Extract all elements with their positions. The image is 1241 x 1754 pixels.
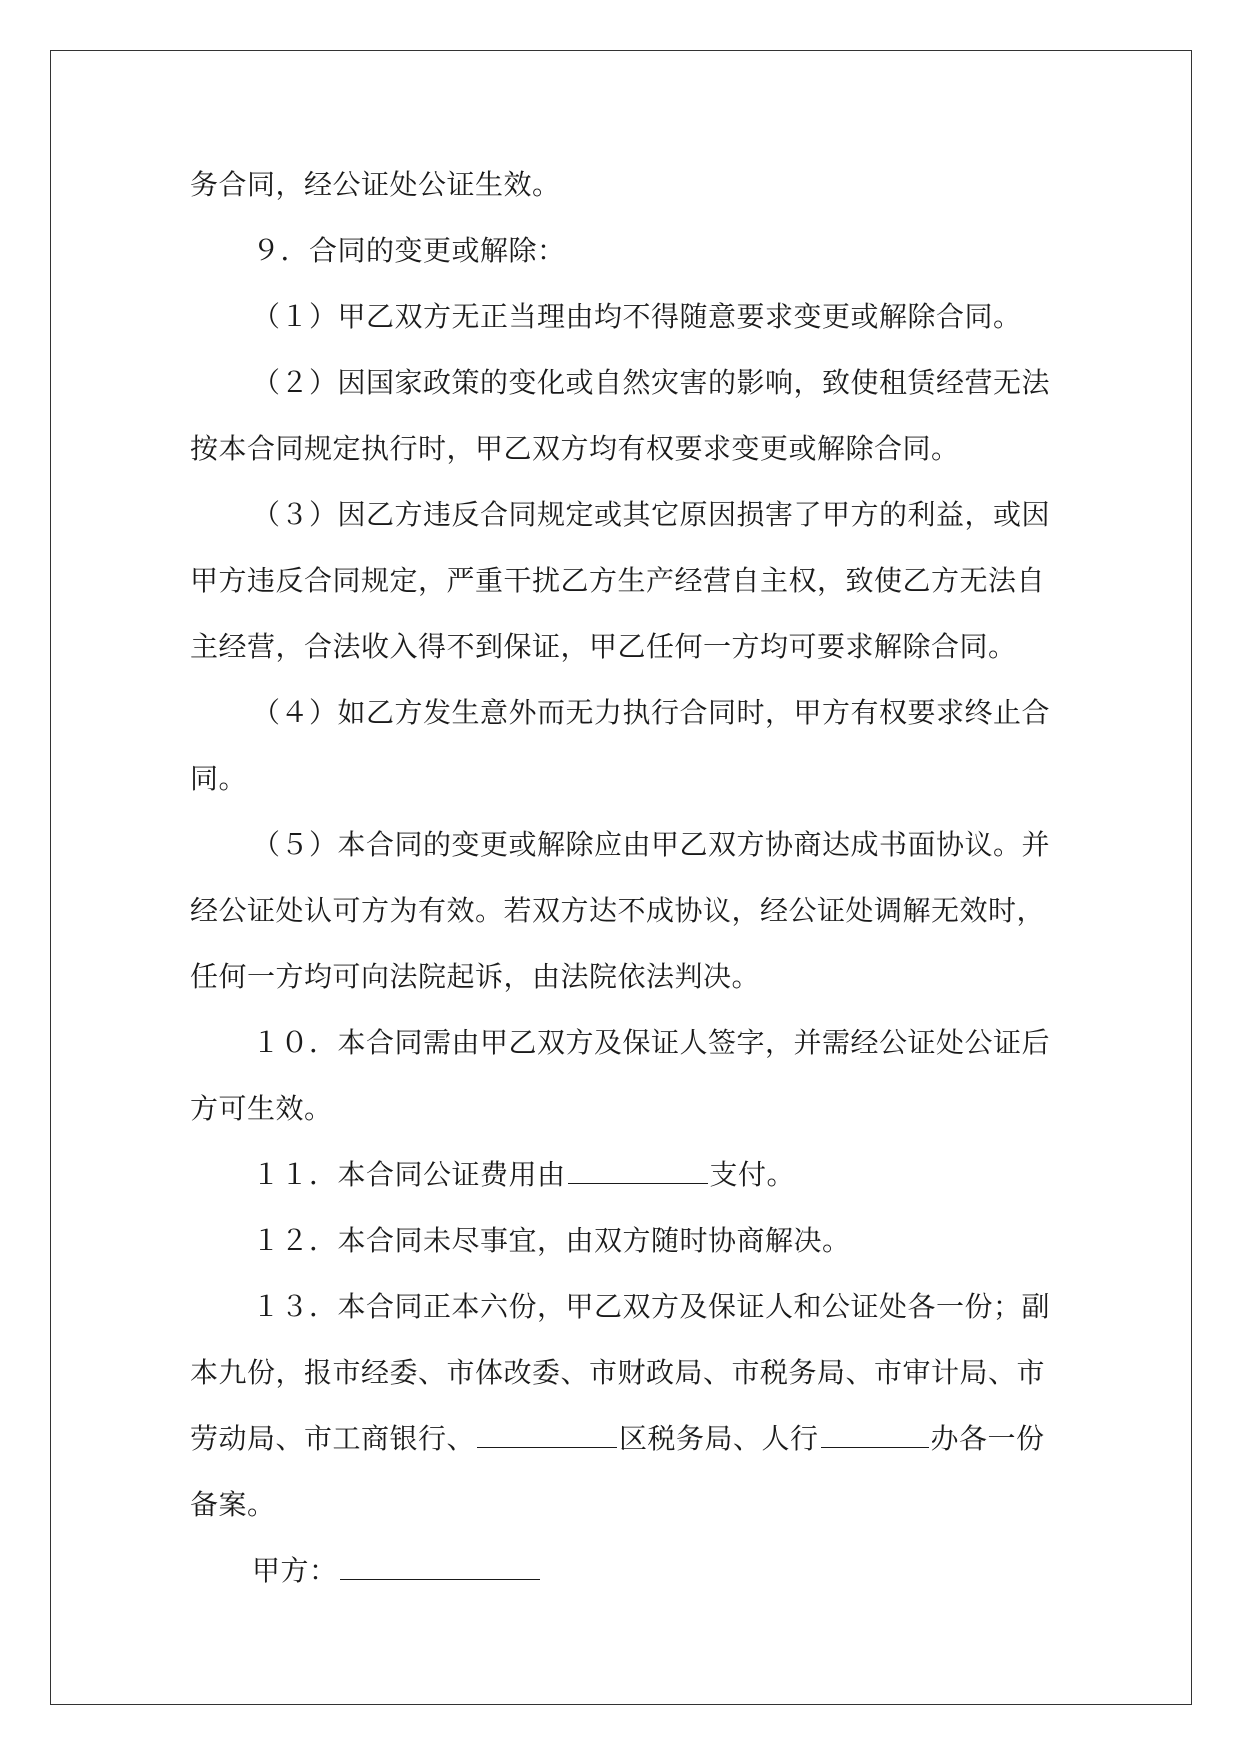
document-body — [190, 152, 1060, 1604]
clause-10: １０．本合同需由甲乙双方及保证人签字，并需经公证处公证后 — [252, 1026, 1051, 1059]
clause-13: １３．本合同正本六份，甲乙双方及保证人和公证处各一份；副 — [252, 1290, 1051, 1323]
party-a-blank — [340, 1555, 540, 1580]
paragraph-line: 备案。 — [190, 1488, 276, 1521]
district-blank — [477, 1423, 617, 1448]
paragraph-line: 务合同，经公证处公证生效。 — [190, 168, 561, 201]
clause-9-heading: ９．合同的变更或解除： — [252, 234, 566, 267]
paragraph-line: 同。 — [190, 762, 248, 795]
clause-13-distribution-line — [190, 1406, 1060, 1472]
paragraph-line: 按本合同规定执行时，甲乙双方均有权要求变更或解除合同。 — [190, 432, 960, 465]
paragraph-line: 甲方违反合同规定，严重干扰乙方生产经营自主权，致使乙方无法自 — [190, 564, 1046, 597]
party-a-label: 甲方： — [252, 1554, 338, 1587]
clause-11-text-before: １１．本合同公证费用由 — [252, 1158, 566, 1191]
paragraph-line: 本九份，报市经委、市体改委、市财政局、市税务局、市审计局、市 — [190, 1356, 1046, 1389]
distribution-text-3: 办各一份 — [930, 1422, 1045, 1455]
distribution-text-2: 区税务局、人行 — [619, 1422, 819, 1455]
clause-9-item-4: （４）如乙方发生意外而无力执行合同时，甲方有权要求终止合 — [252, 696, 1051, 729]
paragraph-line: 方可生效。 — [190, 1092, 333, 1125]
fee-payer-blank — [568, 1159, 708, 1184]
clause-12: １２．本合同未尽事宜，由双方随时协商解决。 — [252, 1224, 851, 1257]
paragraph-line: 任何一方均可向法院起诉，由法院依法判决。 — [190, 960, 761, 993]
bank-office-blank — [821, 1423, 929, 1448]
paragraph-line: 主经营，合法收入得不到保证，甲乙任何一方均可要求解除合同。 — [190, 630, 1017, 663]
clause-9-item-3: （３）因乙方违反合同规定或其它原因损害了甲方的利益，或因 — [252, 498, 1051, 531]
clause-9-item-2: （２）因国家政策的变化或自然灾害的影响，致使租赁经营无法 — [252, 366, 1051, 399]
distribution-text-1: 劳动局、市工商银行、 — [190, 1422, 476, 1455]
clause-11 — [190, 1142, 1060, 1208]
party-a-signature — [190, 1538, 1060, 1604]
clause-9-item-5: （５）本合同的变更或解除应由甲乙双方协商达成书面协议。并 — [252, 828, 1051, 861]
paragraph-line: 经公证处认可方为有效。若双方达不成协议，经公证处调解无效时， — [190, 894, 1046, 927]
clause-11-text-after: 支付。 — [709, 1158, 796, 1191]
clause-9-item-1: （１）甲乙双方无正当理由均不得随意要求变更或解除合同。 — [252, 300, 1022, 333]
